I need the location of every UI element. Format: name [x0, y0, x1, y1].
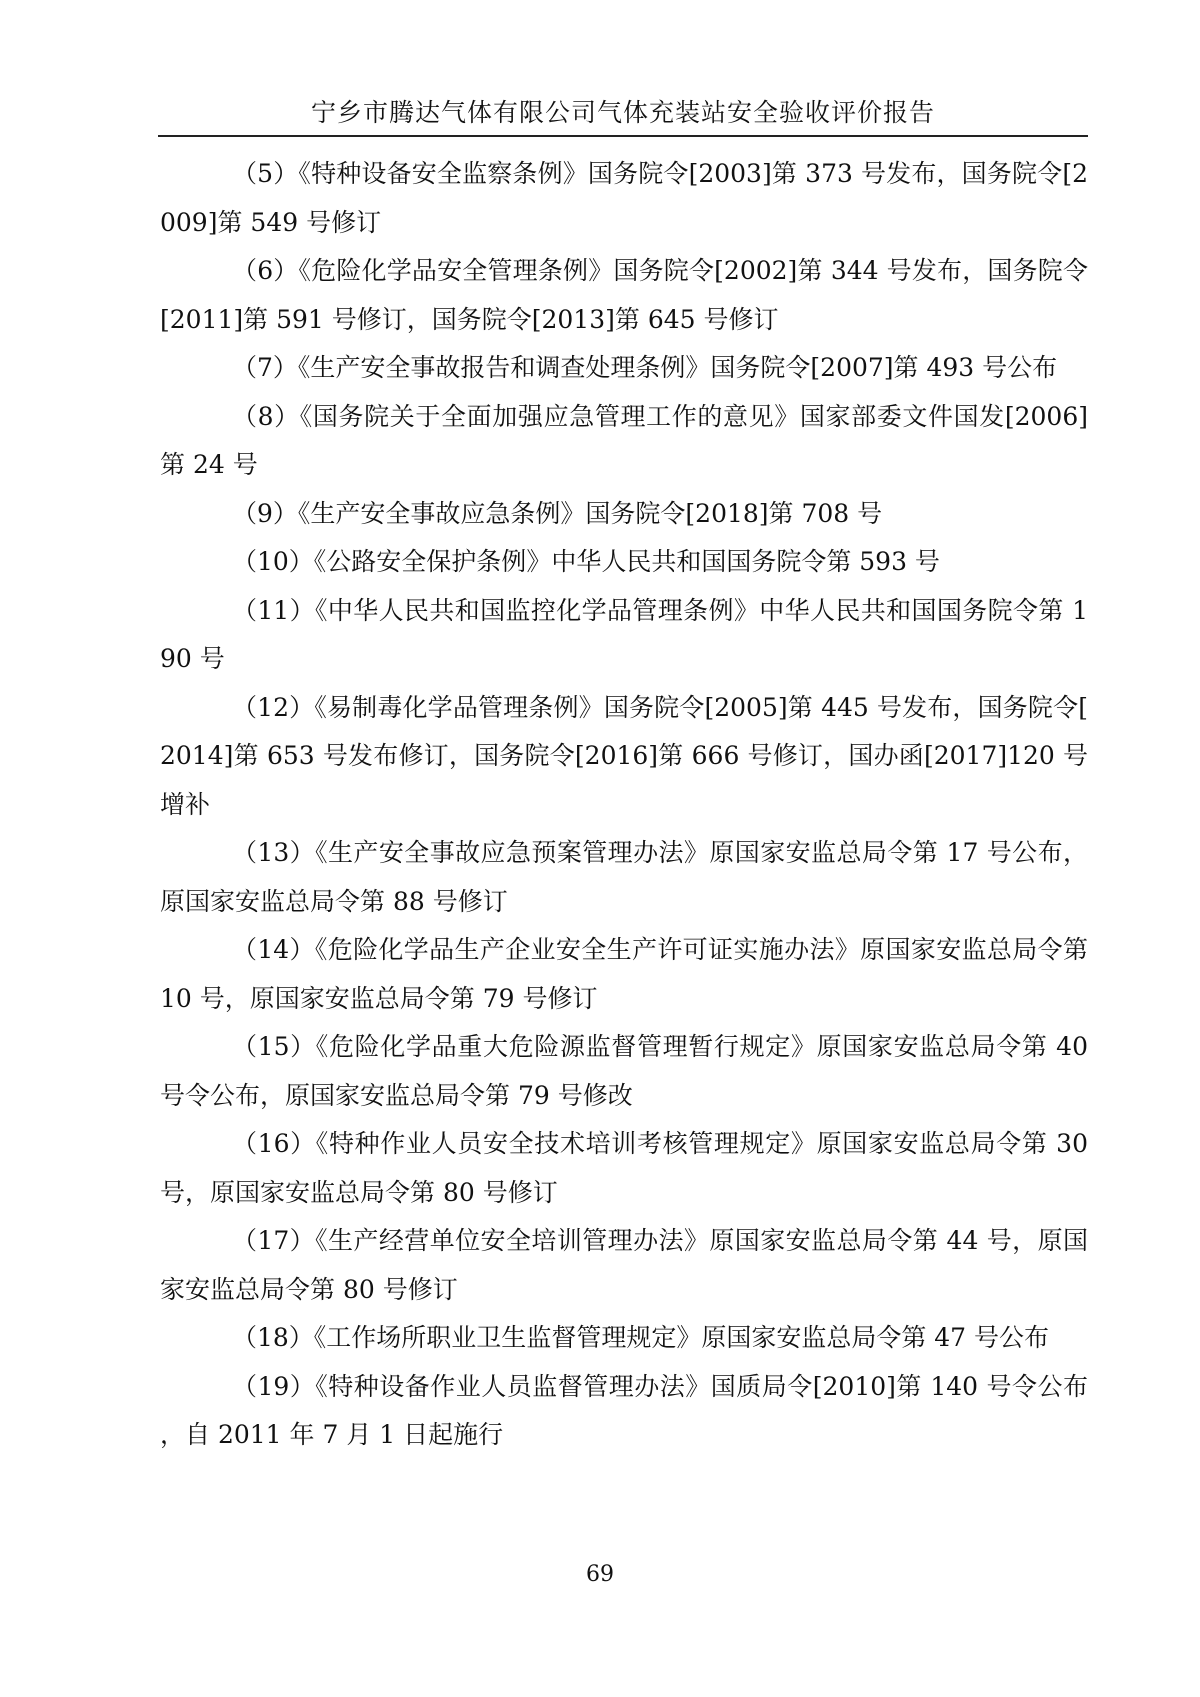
running-header: 宁乡市腾达气体有限公司气体充装站安全验收评价报告	[310, 98, 935, 127]
regulation-list	[160, 150, 1088, 1460]
page-number: 69	[586, 1562, 614, 1587]
header-rule	[158, 135, 1088, 137]
regulation-item-12: （12）《易制毒化学品管理条例》国务院令[2005]第 445 号发布，国务院令[2014]第 653 号发布修订，国务院令[2016]第 666 号修订，国办函[2017]120 号增补	[160, 692, 1088, 819]
regulation-item-9: （9）《生产安全事故应急条例》国务院令[2018]第 708 号	[232, 498, 883, 528]
regulation-item-11: （11）《中华人民共和国监控化学品管理条例》中华人民共和国国务院令第 190 号	[160, 595, 1088, 673]
regulation-item-5: （5）《特种设备安全监察条例》国务院令[2003]第 373 号发布，国务院令[2009]第 549 号修订	[160, 159, 1088, 237]
regulation-item-15: （15）《危险化学品重大危险源监督管理暂行规定》原国家安监总局令第 40 号令公布，原国家安监总局令第 79 号修改	[160, 1032, 1088, 1110]
regulation-item-14: （14）《危险化学品生产企业安全生产许可证实施办法》原国家安监总局令第 10 号，原国家安监总局令第 79 号修订	[160, 935, 1088, 1013]
regulation-item-10: （10）《公路安全保护条例》中华人民共和国国务院令第 593 号	[232, 547, 940, 576]
regulation-item-13: （13）《生产安全事故应急预案管理办法》原国家安监总局令第 17 号公布，原国家安监总局令第 88 号修订	[160, 838, 1088, 916]
regulation-item-19: （19）《特种设备作业人员监督管理办法》国质局令[2010]第 140 号令公布，自 2011 年 7 月 1 日起施行	[160, 1371, 1088, 1449]
regulation-item-6: （6）《危险化学品安全管理条例》国务院令[2002]第 344 号发布，国务院令[2011]第 591 号修订，国务院令[2013]第 645 号修订	[160, 256, 1088, 334]
regulation-item-7: （7）《生产安全事故报告和调查处理条例》国务院令[2007]第 493 号公布	[232, 353, 1058, 382]
regulation-item-18: （18）《工作场所职业卫生监督管理规定》原国家安监总局令第 47 号公布	[232, 1323, 1050, 1352]
regulation-item-8: （8）《国务院关于全面加强应急管理工作的意见》国家部委文件国发[2006]第 24 号	[160, 401, 1088, 479]
regulation-item-17: （17）《生产经营单位安全培训管理办法》原国家安监总局令第 44 号，原国家安监总局令第 80 号修订	[160, 1226, 1088, 1304]
regulation-item-16: （16）《特种作业人员安全技术培训考核管理规定》原国家安监总局令第 30 号，原国家安监总局令第 80 号修订	[160, 1129, 1088, 1207]
